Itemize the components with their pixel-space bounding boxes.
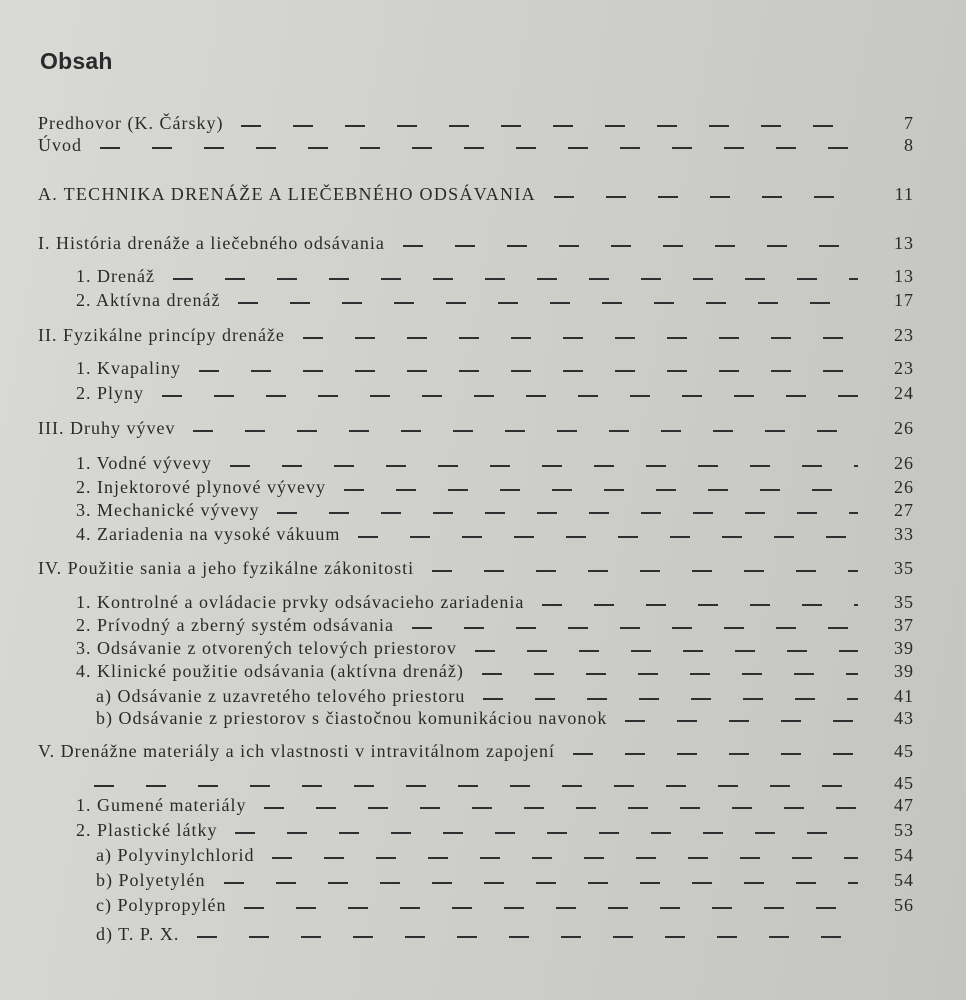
toc-page-number: 27 <box>894 500 914 520</box>
toc-entry-label: b) Odsávanie z priestorov s čiastočnou komunikáciou navonok <box>96 708 608 728</box>
toc-entry <box>0 418 966 444</box>
toc-entry <box>0 233 966 259</box>
toc-entry-label: a) Polyvinylchlorid <box>96 845 255 865</box>
toc-leader-dashes <box>482 673 858 675</box>
toc-entry-label: Predhovor (K. Čársky) <box>38 113 224 133</box>
toc-leader-dashes <box>277 512 858 514</box>
toc-page-number: 8 <box>904 135 914 155</box>
toc-entry-label: b) Polyetylén <box>96 870 206 890</box>
toc-entry <box>0 820 966 846</box>
toc-page-number: 39 <box>894 638 914 658</box>
toc-leader-dashes <box>264 807 858 809</box>
toc-entry-label: 2. Plyny <box>76 383 145 403</box>
toc-leader-dashes <box>230 465 858 467</box>
toc-entry <box>0 708 966 734</box>
toc-leader-dashes <box>224 882 858 884</box>
toc-leader-dashes <box>235 832 858 834</box>
toc-entry <box>0 661 966 687</box>
toc-leader-dashes <box>199 370 858 372</box>
toc-page-number: 23 <box>894 325 914 345</box>
toc-entry-label: IV. Použitie sania a jeho fyzikálne zákonitosti <box>38 558 415 578</box>
toc-entry-label: A. TECHNIKA DRENÁŽE A LIEČEBNÉHO ODSÁVANIA <box>38 184 536 204</box>
toc-leader-dashes <box>173 278 858 280</box>
toc-entry-label: c) Polypropylén <box>96 895 227 915</box>
toc-entry-label: 1. Kvapaliny <box>76 358 181 378</box>
toc-page-number: 56 <box>894 895 914 915</box>
toc-page-number: 37 <box>894 615 914 635</box>
toc-page-number: 54 <box>894 870 914 890</box>
toc-entry <box>0 266 966 292</box>
toc-leader-dashes <box>573 753 858 755</box>
toc-entry <box>0 524 966 550</box>
toc-leader-dashes <box>358 536 858 538</box>
toc-entry-label: 2. Aktívna drenáž <box>76 290 221 310</box>
toc-entry-label: 3. Odsávanie z otvorených telových priestorov <box>76 638 457 658</box>
toc-entry-label: 4. Zariadenia na vysoké vákuum <box>76 524 341 544</box>
toc-page-number: 11 <box>894 184 914 204</box>
toc-leader-dashes <box>303 337 858 339</box>
toc-entry-label: d) T. P. X. <box>96 924 180 944</box>
toc-entry-label: 1. Drenáž <box>76 266 155 286</box>
toc-entry <box>0 845 966 871</box>
toc-page-number: 45 <box>894 773 914 793</box>
toc-entry <box>0 500 966 526</box>
toc-leader-dashes <box>483 698 858 700</box>
toc-entry-label: 1. Kontrolné a ovládacie prvky odsávacieho zariadenia <box>76 592 525 612</box>
toc-entry <box>0 383 966 409</box>
toc-page-number: 7 <box>904 113 914 133</box>
toc-page-number: 53 <box>894 820 914 840</box>
toc-entry-label: 2. Plastické látky <box>76 820 218 840</box>
toc-leader-dashes <box>238 302 858 304</box>
toc-leader-dashes <box>403 245 858 247</box>
toc-page-number: 35 <box>894 592 914 612</box>
toc-entry <box>0 290 966 316</box>
toc-leader-dashes <box>193 430 858 432</box>
toc-leader-dashes <box>241 125 858 127</box>
toc-entry-label: 1. Vodné vývevy <box>76 453 212 473</box>
toc-page-number: 54 <box>894 845 914 865</box>
toc-page-number: 35 <box>894 558 914 578</box>
toc-entry <box>0 558 966 584</box>
toc-leader-dashes <box>554 196 858 198</box>
toc-page-number: 26 <box>894 477 914 497</box>
toc-leader-dashes <box>432 570 858 572</box>
toc-entry <box>0 358 966 384</box>
toc-leader-dashes <box>344 489 858 491</box>
toc-leader-dashes <box>162 395 858 397</box>
toc-entry-label: I. História drenáže a liečebného odsávania <box>38 233 385 253</box>
toc-entry-label: 4. Klinické použitie odsávania (aktívna drenáž) <box>76 661 464 681</box>
toc-page-number: 26 <box>894 453 914 473</box>
toc-page-number: 43 <box>894 708 914 728</box>
toc-entry-label: III. Druhy vývev <box>38 418 176 438</box>
toc-entry-label: a) Odsávanie z uzavretého telového priestoru <box>96 686 466 706</box>
toc-entry-label: V. Drenážne materiály a ich vlastnosti v intravitálnom zapojení <box>38 741 556 761</box>
toc-page-number: 47 <box>894 795 914 815</box>
toc-entry <box>0 325 966 351</box>
toc-page-number: 23 <box>894 358 914 378</box>
toc-leader-dashes <box>244 907 858 909</box>
toc-entry-label: II. Fyzikálne princípy drenáže <box>38 325 285 345</box>
toc-entry-label: Úvod <box>38 135 82 155</box>
toc-entry <box>0 924 966 950</box>
toc-leader-dashes <box>475 650 858 652</box>
toc-leader-dashes <box>197 936 858 938</box>
toc-leader-dashes <box>542 604 858 606</box>
toc-entry-label: 3. Mechanické vývevy <box>76 500 260 520</box>
toc-page-number: 33 <box>894 524 914 544</box>
toc-entry <box>0 895 966 921</box>
toc-page-number: 13 <box>894 233 914 253</box>
toc-entry <box>0 184 966 210</box>
toc-page-number: 24 <box>894 383 914 403</box>
toc-page-number: 41 <box>894 686 914 706</box>
toc-title: Obsah <box>40 48 113 74</box>
toc-leader-dashes <box>272 857 858 859</box>
toc-entry-label: 2. Injektorové plynové vývevy <box>76 477 326 497</box>
toc-page-number: 45 <box>894 741 914 761</box>
toc-entry-label: 1. Gumené materiály <box>76 795 247 815</box>
toc-page-number: 13 <box>894 266 914 286</box>
toc-entry-label: 2. Prívodný a zberný systém odsávania <box>76 615 394 635</box>
toc-leader-dashes <box>412 627 858 629</box>
toc-leader-dashes <box>100 147 858 149</box>
toc-leader-dashes <box>94 785 858 787</box>
toc-page-number: 39 <box>894 661 914 681</box>
toc-leader-dashes <box>625 720 858 722</box>
toc-page-number: 26 <box>894 418 914 438</box>
toc-entry <box>0 741 966 767</box>
toc-entry <box>0 135 966 161</box>
toc-page-number: 17 <box>894 290 914 310</box>
toc-entry <box>0 870 966 896</box>
toc-entry <box>0 453 966 479</box>
toc-entry <box>0 795 966 821</box>
